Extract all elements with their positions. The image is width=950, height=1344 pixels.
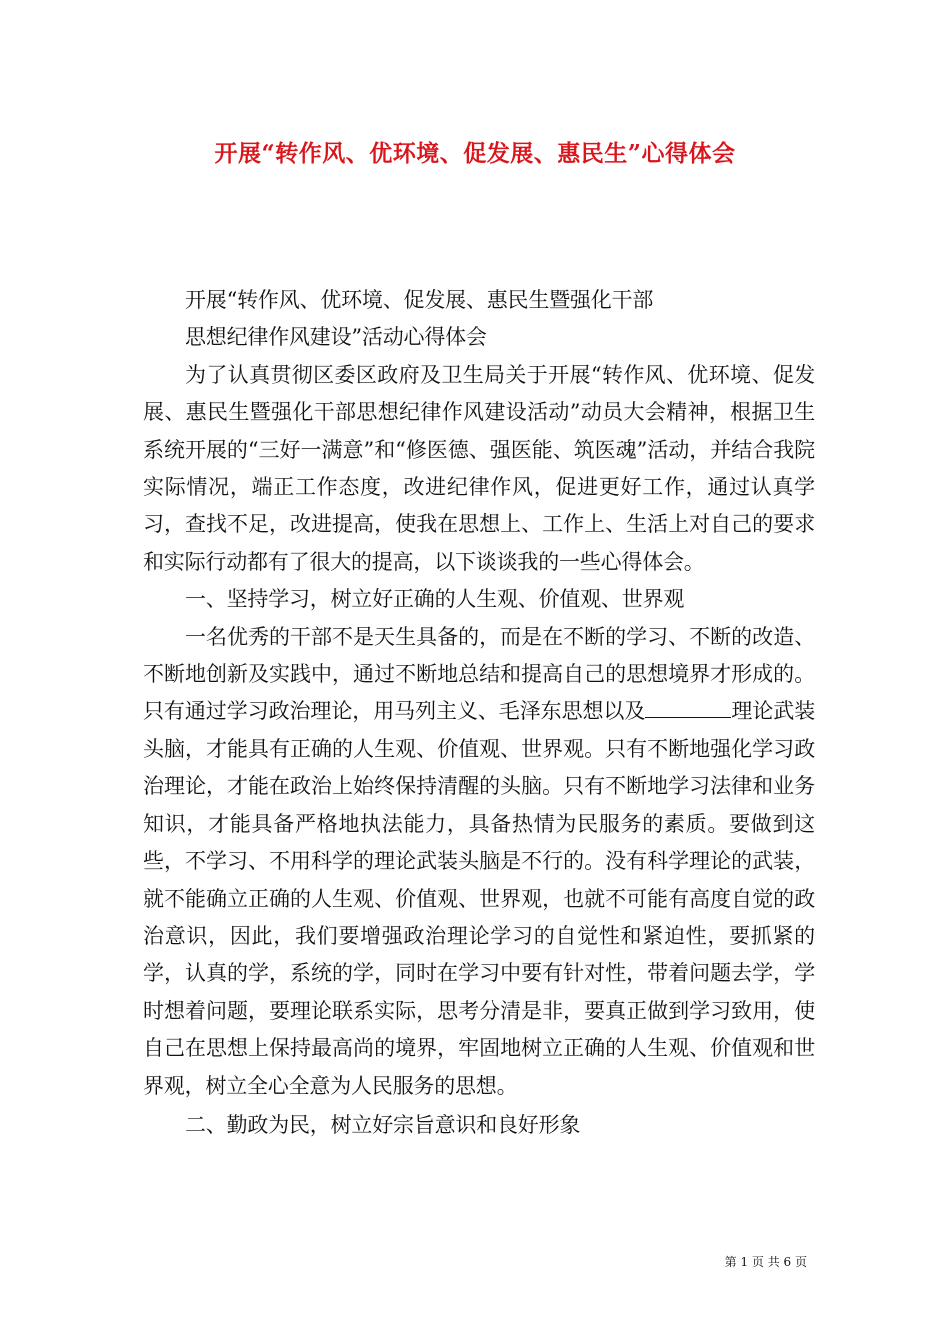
- section-heading-1: 一、坚持学习，树立好正确的人生观、价值观、世界观: [185, 587, 685, 612]
- section-1-text-a: 一名优秀的干部不是天生具备的，而是在不断的学习、不断的改造、不断地创新及实践中，通过不断地总结和提高自己的思想境界才形成的。只有通过学习政治理论，用马列主义、毛泽东思想以及: [143, 624, 815, 724]
- section-1-paragraph: [143, 619, 815, 1105]
- fill-in-blank: [645, 699, 731, 718]
- section-heading-2: 二、勤政为民，树立好宗旨意识和良好形象: [185, 1112, 581, 1137]
- section-1-text-b: 理论武装头脑，才能具有正确的人生观、价值观、世界观。只有不断地强化学习政治理论，才能在政治上始终保持清醒的头脑。只有不断地学习法律和业务知识，才能具备严格地执法能力，具备热情为民服务的素质。要做到这些，不学习、不用科学的理论武装头脑是不行的。没有科学理论的武装，就不能确立正确的人生观、价值观、世界观，也就不可能有高度自觉的政治意识，因此，我们要增强政治理论学习的自觉性和紧迫性，要抓紧的学，认真的学，系统的学，同时在学习中要有针对性，带着问题去学，学时想着问题，要理论联系实际，思考分清是非，要真正做到学习致用，使自己在思想上保持最高尚的境界，牢固地树立正确的人生观、价值观和世界观，树立全心全意为人民服务的思想。: [143, 699, 815, 1098]
- subtitle-line-1: 开展“转作风、优环境、促发展、惠民生暨强化干部: [185, 288, 654, 312]
- intro-paragraph: 为了认真贯彻区委区政府及卫生局关于开展“转作风、优环境、促发展、惠民生暨强化干部思想纪律作风建设活动”动员大会精神，根据卫生系统开展的“三好一满意”和“修医德、强医能、筑医魂”活动，并结合我院实际情况，端正工作态度，改进纪律作风，促进更好工作，通过认真学习，查找不足，改进提高，使我在思想上、工作上、生活上对自己的要求和实际行动都有了很大的提高，以下谈谈我的一些心得体会。: [143, 362, 815, 574]
- page-number: 第 1 页 共 6 页: [724, 1255, 807, 1269]
- document-title: 开展“转作风、优环境、促发展、惠民生”心得体会: [214, 140, 736, 167]
- document-body: [143, 282, 815, 1144]
- subtitle-line-2: 思想纪律作风建设”活动心得体会: [185, 325, 487, 350]
